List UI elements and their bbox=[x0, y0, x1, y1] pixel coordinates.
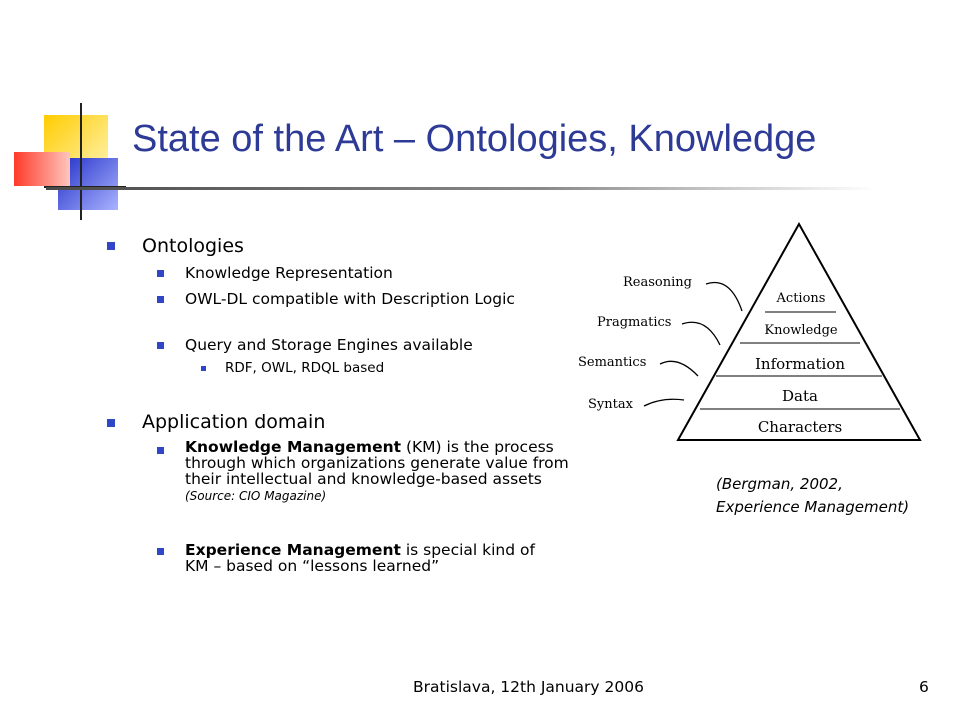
level-data: Data bbox=[782, 387, 818, 405]
arrow-pragmatics bbox=[682, 322, 720, 345]
km-term: Knowledge Management bbox=[185, 438, 402, 456]
level-information: Information bbox=[754, 355, 846, 373]
em-description: is special kind of KM – based on “lessons learned” bbox=[185, 541, 535, 575]
footer-text: Bratislava, 12th January 2006 bbox=[413, 678, 644, 696]
bullet-application-domain: Application domain bbox=[142, 411, 326, 433]
caption-line-1: (Bergman, 2002, bbox=[716, 475, 843, 493]
em-term: Experience Management bbox=[185, 541, 401, 559]
caption-line-2: Experience Management) bbox=[716, 498, 910, 516]
label-semantics: Semantics bbox=[578, 355, 647, 370]
level-knowledge: Knowledge bbox=[764, 323, 838, 338]
bullet-rdf-owl-rdql: RDF, OWL, RDQL based bbox=[225, 360, 385, 376]
label-pragmatics: Pragmatics bbox=[597, 315, 672, 330]
label-reasoning: Reasoning bbox=[623, 275, 692, 290]
slide-title: State of the Art – Ontologies, Knowledge bbox=[132, 118, 817, 160]
level-actions: Actions bbox=[776, 291, 826, 306]
bullet-owl-dl: OWL-DL compatible with Description Logic bbox=[185, 290, 515, 308]
bullet-ontologies: Ontologies bbox=[142, 235, 244, 257]
arrow-semantics bbox=[660, 361, 698, 376]
slide-number: 6 bbox=[919, 678, 929, 696]
arrow-reasoning bbox=[706, 283, 742, 311]
km-source: (Source: CIO Magazine) bbox=[185, 489, 327, 503]
bullet-knowledge-representation: Knowledge Representation bbox=[185, 264, 393, 282]
arrow-syntax bbox=[644, 399, 684, 406]
bullet-query-storage: Query and Storage Engines available bbox=[185, 336, 473, 354]
pyramid-caption bbox=[716, 473, 909, 519]
km-description: (KM) is the process through which organizations generate value from their intellectual and knowledge-based assets bbox=[185, 438, 569, 488]
level-characters: Characters bbox=[757, 418, 843, 436]
label-syntax: Syntax bbox=[588, 397, 633, 412]
